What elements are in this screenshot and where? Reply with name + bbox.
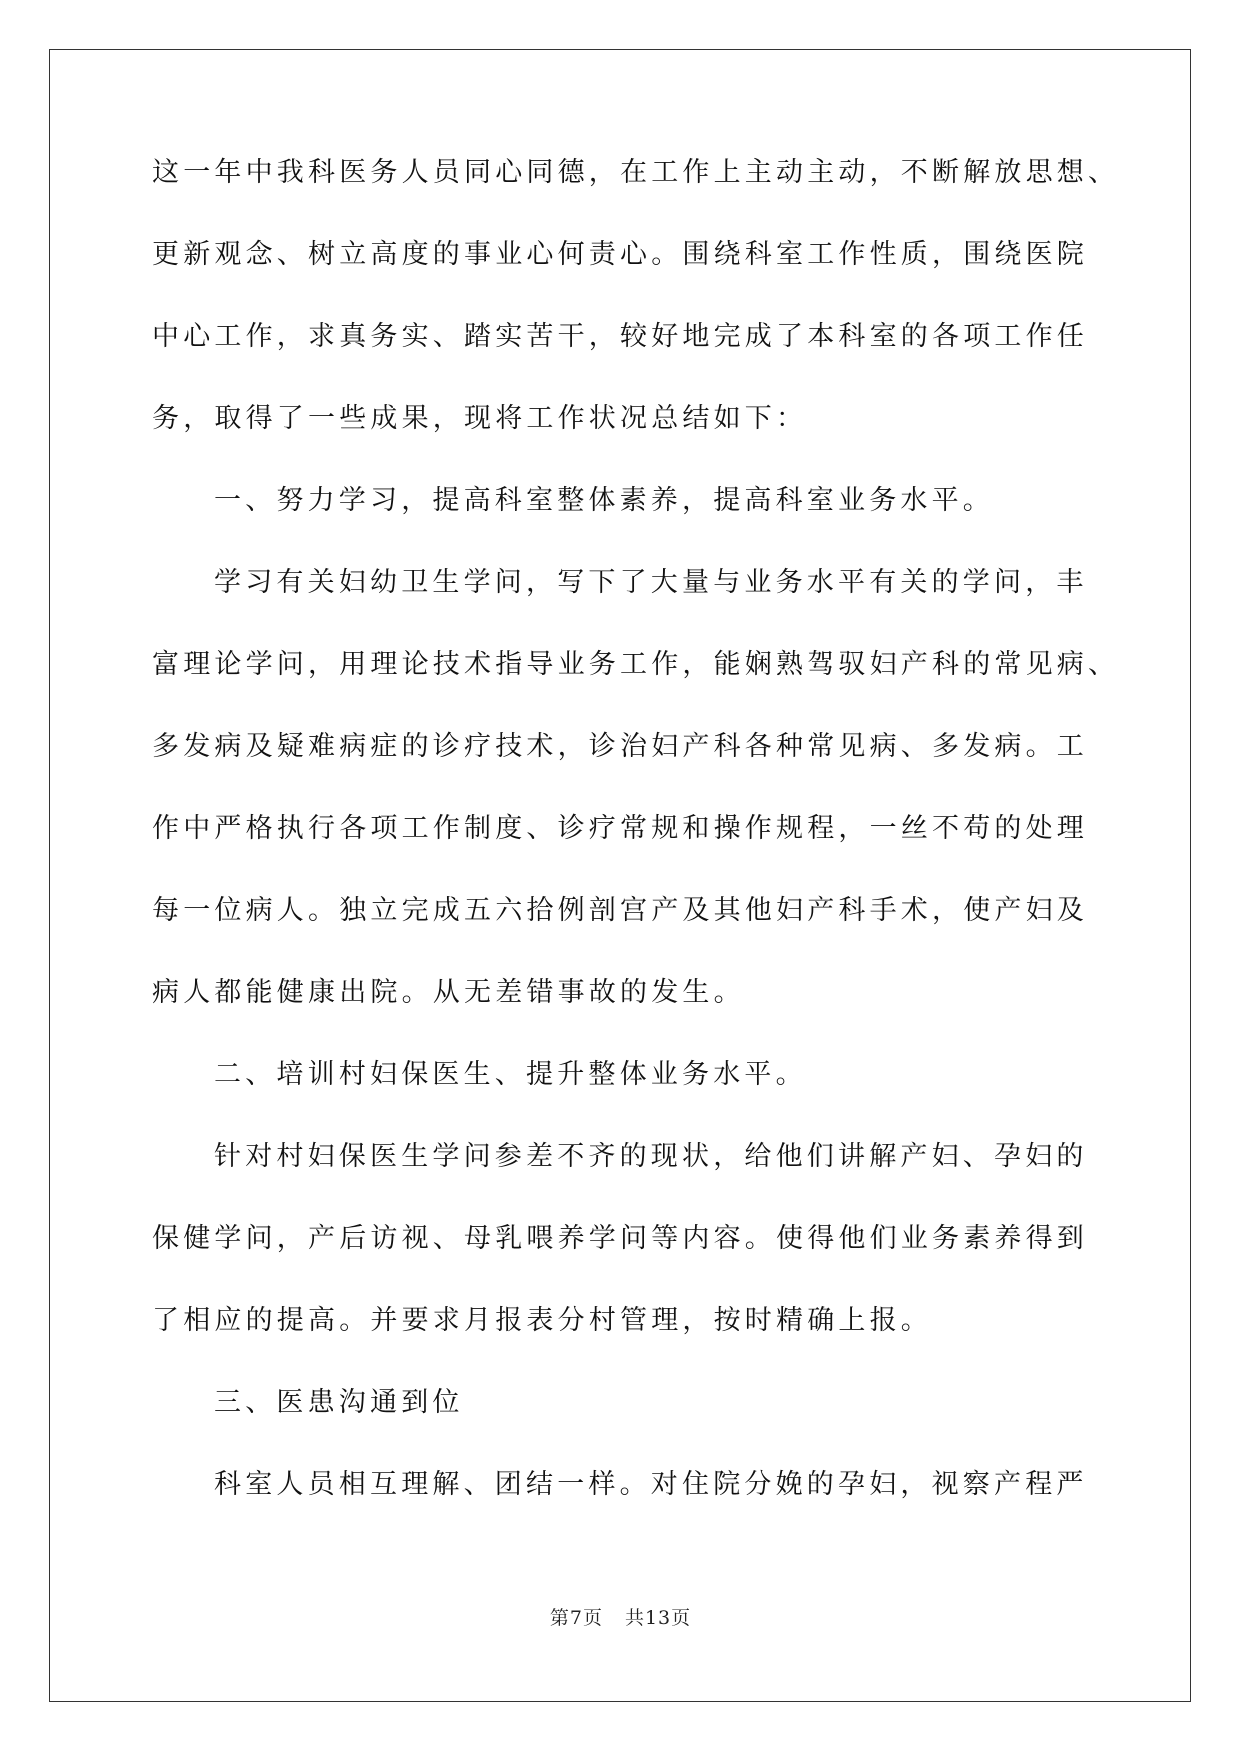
text-line: 富理论学问，用理论技术指导业务工作，能娴熟驾驭妇产科的常见病、 [152,649,1120,680]
text-line: 务，取得了一些成果，现将工作状况总结如下： [152,403,808,434]
page-footer [0,1603,1241,1630]
text-line: 病人都能健康出院。从无差错事故的发生。 [152,977,745,1008]
text-line: 中心工作，求真务实、踏实苦干，较好地完成了本科室的各项工作任 [152,321,1088,352]
page-number: 第7页 [549,1607,603,1629]
section-heading: 一、努力学习，提高科室整体素养，提高科室业务水平。 [214,485,994,516]
text-line: 保健学问，产后访视、母乳喂养学问等内容。使得他们业务素养得到 [152,1223,1088,1254]
text-line: 多发病及疑难病症的诊疗技术，诊治妇产科各种常见病、多发病。工 [152,731,1088,762]
section-heading: 三、医患沟通到位 [214,1387,464,1418]
text-line: 更新观念、树立高度的事业心何责心。围绕科室工作性质，围绕医院 [152,239,1088,270]
text-line: 每一位病人。独立完成五六拾例剖宫产及其他妇产科手术，使产妇及 [152,895,1088,926]
section-heading: 二、培训村妇保医生、提升整体业务水平。 [214,1059,807,1090]
text-line: 作中严格执行各项工作制度、诊疗常规和操作规程，一丝不苟的处理 [152,813,1088,844]
text-line: 这一年中我科医务人员同心同德，在工作上主动主动，不断解放思想、 [152,157,1120,188]
document-body [152,152,1120,1546]
text-line: 针对村妇保医生学问参差不齐的现状，给他们讲解产妇、孕妇的 [214,1141,1088,1172]
text-line: 科室人员相互理解、团结一样。对住院分娩的孕妇，视察产程严 [214,1469,1088,1500]
text-line: 学习有关妇幼卫生学问，写下了大量与业务水平有关的学问，丰 [214,567,1088,598]
text-line: 了相应的提高。并要求月报表分村管理，按时精确上报。 [152,1305,932,1336]
page-total: 共13页 [624,1607,692,1629]
